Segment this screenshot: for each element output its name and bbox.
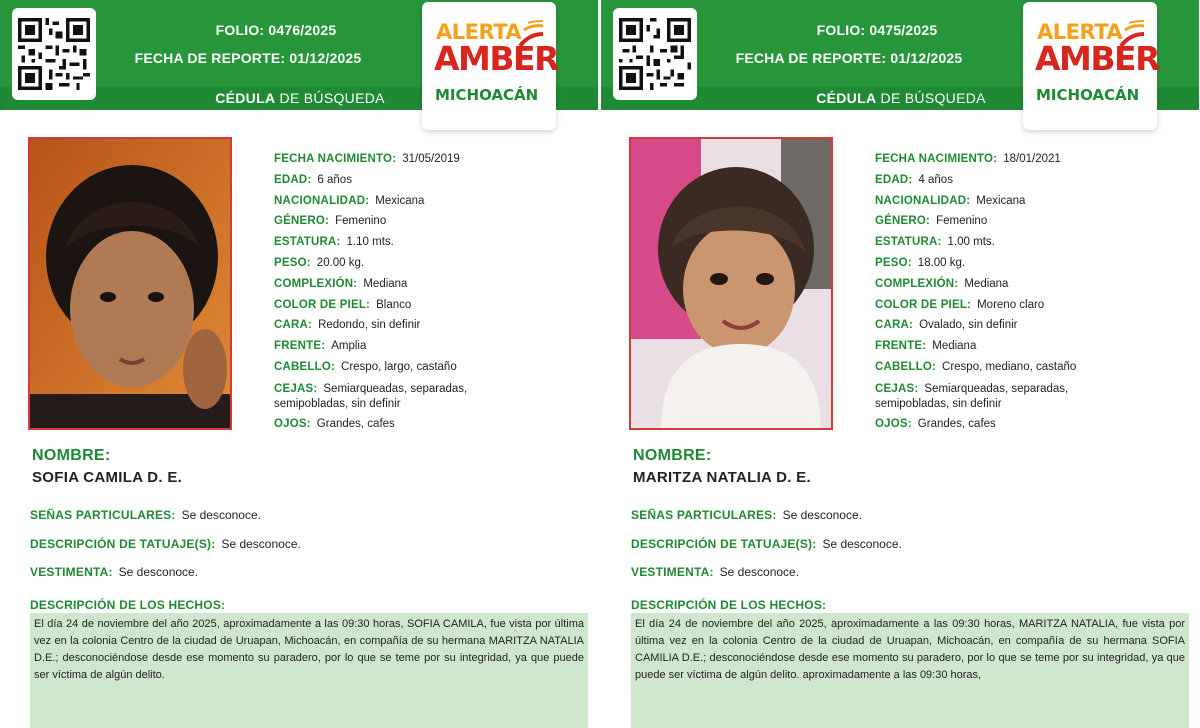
cedula-title: CÉDULA DE BÚSQUEDA [215, 90, 385, 106]
hechos-text: El día 24 de noviembre del año 2025, aproximadamente a las 09:30 horas, SOFIA CAMILA, fue vista por última vez en la colonia Centro de la ciudad de Uruapan, Michoacán, en compañía de su hermana MARITZA NATALIA D.E.; desconociéndose desde ese momento su paradero, por lo que se teme por su integridad, ya que puede ser víctima de algún delito. [30, 613, 588, 728]
attr-genero: GÉNERO: Femenino [274, 215, 387, 228]
search-card-right [601, 0, 1199, 728]
attributes-list [875, 153, 1195, 439]
logo-state-text: MICHOACÁN [1036, 86, 1140, 104]
search-card-left [0, 0, 598, 728]
senas-row: SEÑAS PARTICULARES: Se desconoce. [631, 508, 862, 522]
hechos-text: El día 24 de noviembre del año 2025, aproximadamente a las 09:30 horas, MARITZA NATALIA, fue vista por última vez en la colonia Centro de la ciudad de Uruapan, Michoacán, en compañía de su hermana SOFIA CAMILIA D.E.; desconociéndose desde ese momento su paradero, por lo que se teme por su integridad, ya que puede ser víctima de algún delito. aproximadamente a las 09:30 horas, [631, 613, 1189, 728]
hechos-label: DESCRIPCIÓN DE LOS HECHOS: [30, 598, 226, 612]
logo-state-text: MICHOACÁN [435, 86, 539, 104]
attr-ojos: OJOS: Grandes, cafes [875, 417, 996, 430]
attr-cabello: CABELLO: Crespo, mediano, castaño [875, 360, 1077, 373]
senas-row: SEÑAS PARTICULARES: Se desconoce. [30, 508, 261, 522]
signal-waves-icon [1117, 20, 1147, 48]
signal-waves-icon [516, 20, 546, 48]
logo-alerta-text: ALERTA [1037, 20, 1123, 44]
logo-amber-text: AMBER [434, 39, 558, 78]
attributes-list [274, 153, 594, 439]
attr-estatura: ESTATURA: 1.10 mts. [274, 236, 394, 249]
vestimenta-row: VESTIMENTA: Se desconoce. [30, 565, 199, 579]
attr-nacionalidad: NACIONALIDAD: Mexicana [274, 194, 425, 207]
amber-alert-logo [422, 2, 556, 130]
nombre-value: SOFIA CAMILA D. E. [32, 469, 183, 486]
vestimenta-row: VESTIMENTA: Se desconoce. [631, 565, 800, 579]
attr-fecha-nacimiento: FECHA NACIMIENTO: 31/05/2019 [274, 153, 460, 165]
attr-edad: EDAD: 6 años [274, 173, 352, 186]
logo-alerta-text: ALERTA [436, 20, 522, 44]
attr-color-piel: COLOR DE PIEL: Moreno claro [875, 298, 1045, 311]
qr-code-icon[interactable] [613, 8, 697, 100]
tatuaje-row: DESCRIPCIÓN DE TATUAJE(S): Se desconoce. [631, 537, 902, 551]
attr-cejas: CEJAS: Semiarqueadas, separadas, semipobladas, sin definir [274, 382, 468, 410]
attr-peso: PESO: 20.00 kg. [274, 256, 365, 269]
attr-edad: EDAD: 4 años [875, 173, 953, 186]
child-photo [28, 137, 232, 430]
attr-color-piel: COLOR DE PIEL: Blanco [274, 298, 412, 311]
child-photo [629, 137, 833, 430]
nombre-label: NOMBRE: [32, 447, 111, 464]
attr-frente: FRENTE: Amplia [274, 340, 367, 353]
attr-complexion: COMPLEXIÓN: Mediana [875, 277, 1009, 290]
folio-text: FOLIO: 0476/2025 [215, 22, 337, 38]
nombre-value: MARITZA NATALIA D. E. [633, 469, 811, 486]
attr-fecha-nacimiento: FECHA NACIMIENTO: 18/01/2021 [875, 153, 1061, 165]
attr-ojos: OJOS: Grandes, cafes [274, 417, 395, 430]
attr-cabello: CABELLO: Crespo, largo, castaño [274, 360, 457, 373]
nombre-label: NOMBRE: [633, 447, 712, 464]
attr-complexion: COMPLEXIÓN: Mediana [274, 277, 408, 290]
cedula-title: CÉDULA DE BÚSQUEDA [816, 90, 986, 106]
logo-amber-text: AMBER [1035, 39, 1159, 78]
attr-cejas: CEJAS: Semiarqueadas, separadas, semipobladas, sin definir [875, 382, 1069, 410]
report-date: FECHA DE REPORTE: 01/12/2025 [735, 50, 963, 66]
attr-cara: CARA: Redondo, sin definir [274, 319, 421, 332]
attr-nacionalidad: NACIONALIDAD: Mexicana [875, 194, 1026, 207]
report-date: FECHA DE REPORTE: 01/12/2025 [134, 50, 362, 66]
attr-genero: GÉNERO: Femenino [875, 215, 988, 228]
qr-code-icon[interactable] [12, 8, 96, 100]
attr-frente: FRENTE: Mediana [875, 340, 977, 353]
tatuaje-row: DESCRIPCIÓN DE TATUAJE(S): Se desconoce. [30, 537, 301, 551]
hechos-label: DESCRIPCIÓN DE LOS HECHOS: [631, 598, 827, 612]
attr-cara: CARA: Ovalado, sin definir [875, 319, 1018, 332]
amber-alert-logo [1023, 2, 1157, 130]
attr-estatura: ESTATURA: 1.00 mts. [875, 236, 995, 249]
attr-peso: PESO: 18.00 kg. [875, 256, 966, 269]
folio-text: FOLIO: 0475/2025 [816, 22, 938, 38]
